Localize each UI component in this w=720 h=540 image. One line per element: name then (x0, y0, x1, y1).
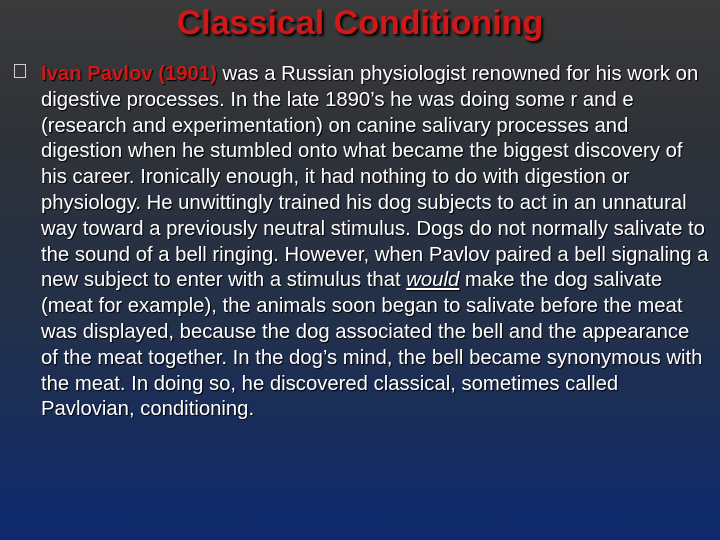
emphasis-would: would (406, 269, 460, 292)
paragraph-text-part1: was a Russian physiologist renowned for his work on digestive processes. In the late 1890’s he was doing some r and e (research and experimentation) on canine salivary processes and digestion when he stumbled onto what became the biggest discovery of his career. Ironically enough, it had nothing to do with digestion or physiology. He unwittingly trained his dog subjects to act in an unnatural way toward a previously neutral stimulus. Dogs do not normally salivate to the sound of a bell ringing. However, when Pavlov paired a bell signaling a new subject to enter with a stimulus that (41, 63, 709, 292)
square-bullet-icon (14, 64, 26, 78)
body-paragraph (41, 62, 709, 423)
slide-title: Classical Conditioning (176, 4, 544, 42)
paragraph-text-part2: make the dog salivate (meat for example), the animals soon began to salivate before the meat was displayed, because the dog associated the bell and the appearance of the meat together. In the dog’s mind, the bell became synonymous with the meat. In doing so, he discovered classical, sometimes called Pavlovian, conditioning. (41, 269, 703, 421)
pavlov-name: Ivan Pavlov (1901) (41, 63, 217, 85)
